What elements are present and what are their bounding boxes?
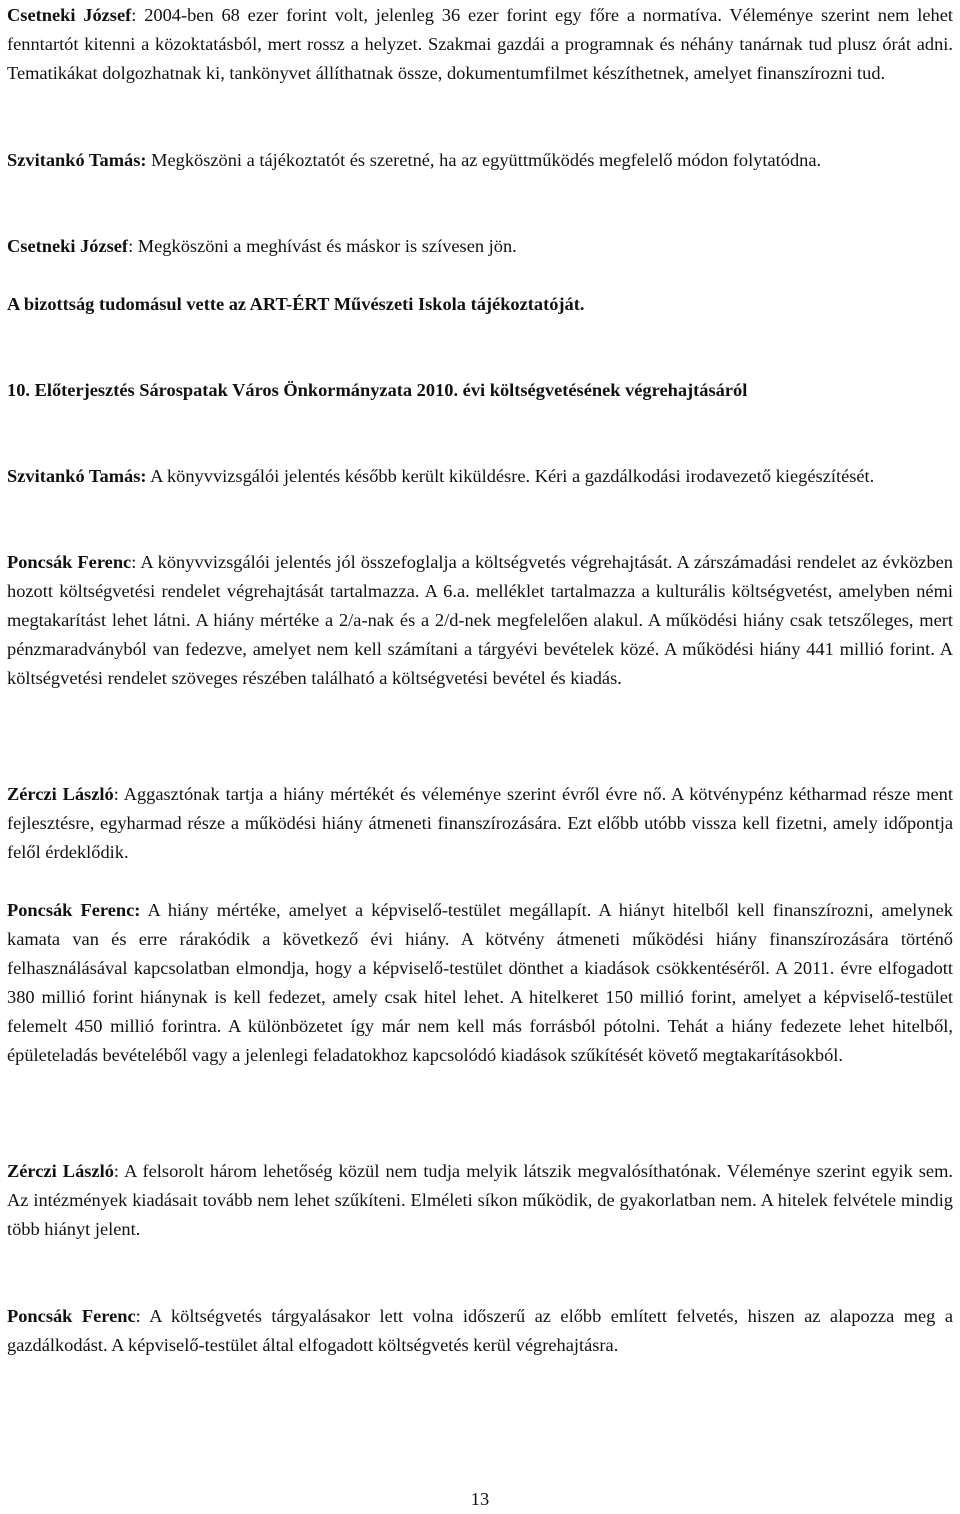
paragraph-szvitanko-1 (7, 146, 953, 175)
paragraph-text: A könyvvizsgálói jelentés később került kiküldésre. Kéri a gazdálkodási irodavezető kiegészítését. (146, 466, 875, 486)
page-number: 13 (470, 1489, 490, 1509)
speaker-name: Poncsák Ferenc (7, 552, 132, 572)
paragraph-text: Aggasztónak tartja a hiány mértékét és véleménye szerint évről évre nő. A kötvénypénz kétharmad része ment fejlesztésre, egyharmad része a működési hiány átmeneti finanszírozására. Ezt előbb utóbb vissza kell fizetni, amely időpontja felől érdeklődik. (7, 784, 953, 862)
speaker-name: Csetneki József (7, 5, 132, 25)
paragraph-poncsak-2 (7, 896, 953, 1070)
paragraph-text: A költségvetés tárgyalásakor lett volna időszerű az előbb említett felvetés, hiszen az alapozza meg a gazdálkodást. A képviselő-testület által elfogadott költségvetés kerül végrehajtásra. (7, 1306, 953, 1355)
speaker-separator: : (135, 1306, 141, 1326)
paragraph-csetneki-1 (7, 1, 953, 88)
paragraph-text: A felsorolt három lehetőség közül nem tudja melyik látszik megvalósíthatónak. Véleménye szerint egyik sem. Az intézmények kiadásait tovább nem lehet szűkíteni. Elméleti síkon működik, de gyakorlatban nem. A hitelek felvétele mindig több hiányt jelent. (7, 1161, 953, 1239)
speaker-separator: : (113, 784, 119, 804)
paragraph-szvitanko-2 (7, 462, 953, 491)
speaker-name: Zérczi László (7, 784, 114, 804)
speaker-name: Szvitankó Tamás: (7, 466, 147, 486)
paragraph-text: Megköszöni a tájékoztatót és szeretné, ha az együttműködés megfelelő módon folytatódna. (146, 150, 822, 170)
paragraph-zerczi-1 (7, 780, 953, 867)
speaker-name: Poncsák Ferenc (7, 1306, 136, 1326)
paragraph-text: 2004-ben 68 ezer forint volt, jelenleg 36 ezer forint egy főre a normatíva. Véleménye szerint nem lehet fenntartót kitenni a közoktatásból, mert rossz a helyzet. Szakmai gazdái a programnak és néhány tanárnak tud plusz órát adni. Tematikákat dolgozhatnak ki, tankönyvet állíthatnak össze, dokumentumfilmet készíthetnek, amelyet finanszírozni tud. (7, 5, 953, 83)
paragraph-csetneki-2 (7, 232, 953, 261)
agenda-item-heading: 10. Előterjesztés Sárospatak Város Önkormányzata 2010. évi költségvetésének végrehajtásáról (7, 380, 748, 400)
paragraph-zerczi-2 (7, 1157, 953, 1244)
paragraph-text: Megköszöni a meghívást és máskor is szívesen jön. (133, 236, 517, 256)
paragraph-text: A hiány mértéke, amelyet a képviselő-testület megállapít. A hiányt hitelből kell finanszírozni, amelynek kamata van és erre rárakódik a következő évi hiány. A kötvény átmeneti működési hiány finanszírozására történő felhasználásával kapcsolatban elmondja, hogy a képviselő-testület dönthet a kiadások csökkentéséről. A 2011. évre elfogadott 380 millió forint hiánynak is kell fedezet, amely csak hitel lehet. A hitelkeret 150 millió forint, amelyet a képviselő-testület felemelt 450 millió forintra. A különbözetet így már nem kell más forrásból pótolni. Tehát a hiány fedezete lehet hitelből, épületeladás bevételéből vagy a jelenlegi feladatokhoz kapcsolódó kiadások szűkítését követő megtakarításokból. (7, 900, 953, 1065)
speaker-name: Poncsák Ferenc: (7, 900, 141, 920)
speaker-separator: : (131, 552, 137, 572)
speaker-separator: : (128, 236, 134, 256)
speaker-name: Szvitankó Tamás: (7, 150, 147, 170)
committee-resolution: A bizottság tudomásul vette az ART-ÉRT Művészeti Iskola tájékoztatóját. (7, 294, 585, 314)
speaker-separator: : (113, 1161, 120, 1181)
paragraph-poncsak-1 (7, 548, 953, 693)
paragraph-text: A könyvvizsgálói jelentés jól összefoglalja a költségvetés végrehajtását. A zárszámadási rendelet az évközben hozott költségvetési rendelet végrehajtását tartalmazza. A 6.a. melléklet tartalmazza a kulturális költségvetést, amelyben némi megtakarítást lehet látni. A hiány mértéke a 2/a-nak és a 2/d-nek megfelelően alakul. A működési hiány csak tetszőleges, mert pénzmaradványból van fedezve, amelyet nem kell számítani a tárgyévi bevételek közé. A működési hiány 441 millió forint. A költségvetési rendelet szöveges részében található a költségvetési bevétel és kiadás. (7, 552, 953, 688)
speaker-name: Csetneki József (7, 236, 129, 256)
paragraph-poncsak-3 (7, 1302, 953, 1360)
speaker-separator: : (131, 5, 137, 25)
speaker-name: Zérczi László (7, 1161, 114, 1181)
